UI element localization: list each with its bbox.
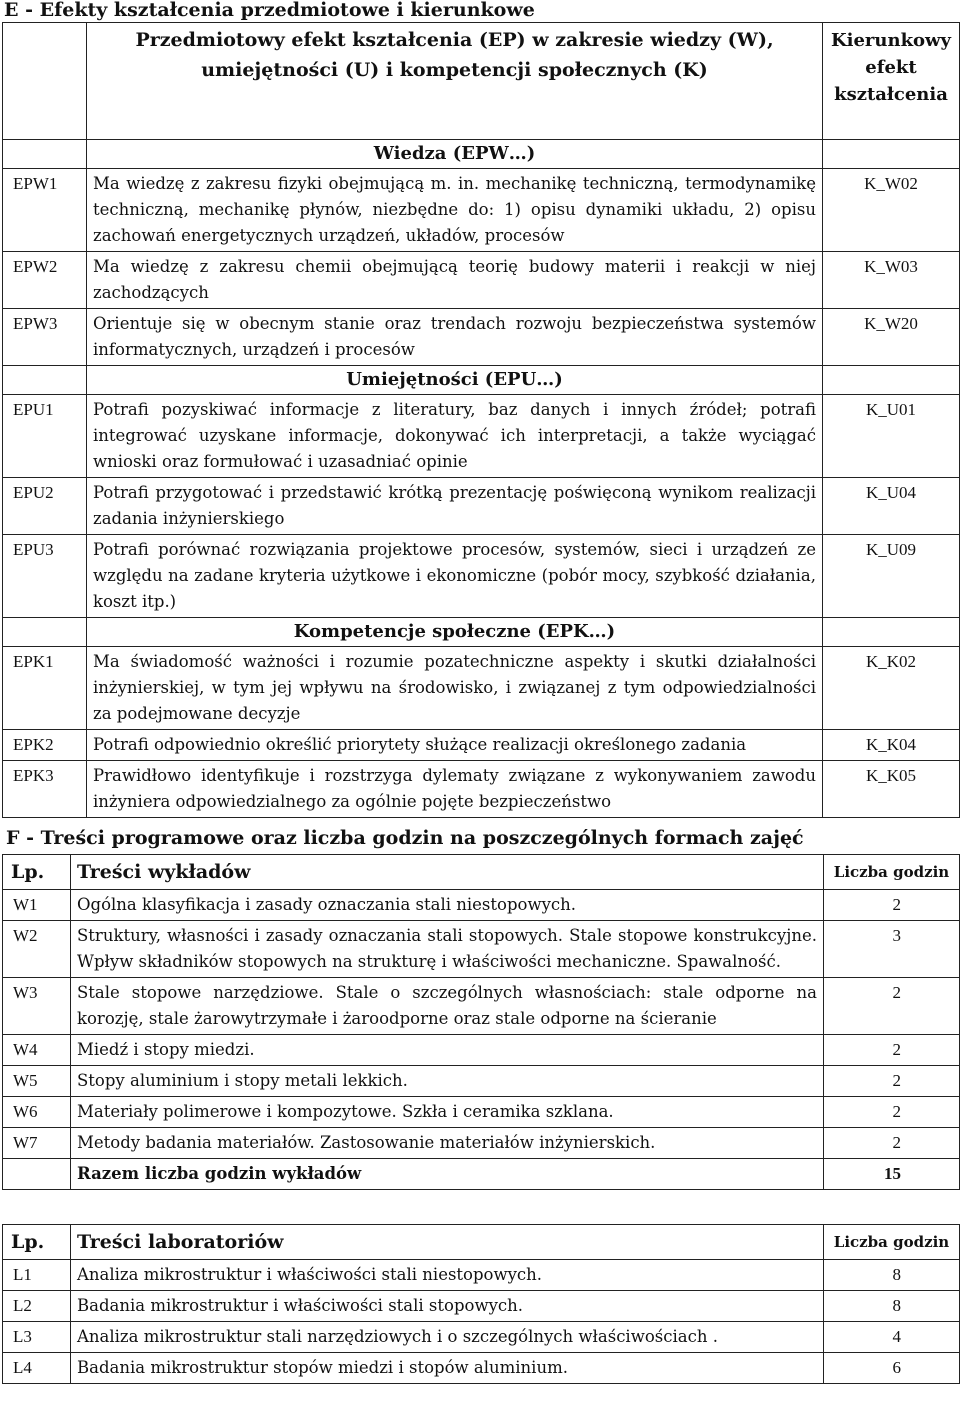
lab-content: Analiza mikrostruktur stali narzędziowych i o szczególnych właściwościach . xyxy=(71,1322,824,1353)
lecture-lp: W7 xyxy=(3,1128,71,1159)
group-code-cell xyxy=(3,140,87,169)
effect-row xyxy=(3,535,960,618)
lecture-lp: W3 xyxy=(3,978,71,1035)
header-code-cell xyxy=(3,23,87,140)
effect-desc: Orientuje się w obecnym stanie oraz trendach rozwoju bezpieczeństwa systemów informatycznych, urządzeń i procesów xyxy=(87,309,823,366)
lecture-lp: W5 xyxy=(3,1066,71,1097)
lecture-hours: 2 xyxy=(824,978,960,1035)
lecture-content: Stopy aluminium i stopy metali lekkich. xyxy=(71,1066,824,1097)
lab-hours: 6 xyxy=(824,1353,960,1384)
lecture-hours: 2 xyxy=(824,1128,960,1159)
lab-lp: L3 xyxy=(3,1322,71,1353)
effect-row xyxy=(3,169,960,252)
lecture-hours: 2 xyxy=(824,1097,960,1128)
lecture-hours: 2 xyxy=(824,1066,960,1097)
group-row-kompetencje xyxy=(3,618,960,647)
lecture-content: Miedź i stopy miedzi. xyxy=(71,1035,824,1066)
header-ep-line: umiejętności (U) i kompetencji społecznych (K) xyxy=(201,59,708,81)
effect-desc: Ma wiedzę z zakresu chemii obejmującą teorię budowy materii i reakcji w niej zachodzących xyxy=(87,252,823,309)
labs-col-hours: Liczba godzin xyxy=(824,1225,960,1260)
effect-code: EPW2 xyxy=(3,252,87,309)
lab-hours: 8 xyxy=(824,1291,960,1322)
effect-desc: Potrafi odpowiednio określić priorytety służące realizacji określonego zadania xyxy=(87,730,823,761)
effect-code: EPK3 xyxy=(3,761,87,818)
lectures-col-content: Treści wykładów xyxy=(71,855,824,890)
effect-kier: K_W03 xyxy=(823,252,960,309)
effect-row xyxy=(3,395,960,478)
effect-row xyxy=(3,478,960,535)
header-kier-line: kształcenia xyxy=(834,84,948,105)
labs-col-lp: Lp. xyxy=(3,1225,71,1260)
effect-code: EPW3 xyxy=(3,309,87,366)
effect-code: EPK1 xyxy=(3,647,87,730)
effect-desc: Potrafi pozyskiwać informacje z literatury, baz danych i innych źródeł; potrafi integrować uzyskane informacje, dokonywać ich interpretacji, a także wyciągać wnioski oraz formułować i uzasadniać opinie xyxy=(87,395,823,478)
lecture-content: Metody badania materiałów. Zastosowanie materiałów inżynierskich. xyxy=(71,1128,824,1159)
effect-desc: Potrafi porównać rozwiązania projektowe procesów, systemów, sieci i urządzeń ze względu na zadane kryteria użytkowe i ekonomiczne (pobór mocy, szybkość działania, koszt itp.) xyxy=(87,535,823,618)
effect-row xyxy=(3,252,960,309)
effect-kier: K_U09 xyxy=(823,535,960,618)
lecture-row xyxy=(3,1128,960,1159)
section-e-title: E - Efekty kształcenia przedmiotowe i kierunkowe xyxy=(4,0,535,21)
effect-code: EPW1 xyxy=(3,169,87,252)
effect-desc: Ma wiedzę z zakresu fizyki obejmującą m. in. mechanikę techniczną, termodynamikę techniczną, mechanikę płynów, niezbędne do: 1) opisu dynamiki układu, 2) opisu zachowań energetycznych urządzeń, układów, procesów xyxy=(87,169,823,252)
effect-kier: K_W02 xyxy=(823,169,960,252)
lecture-content: Materiały polimerowe i kompozytowe. Szkła i ceramika szklana. xyxy=(71,1097,824,1128)
group-kier-cell xyxy=(823,618,960,647)
lecture-content: Ogólna klasyfikacja i zasady oznaczania stali niestopowych. xyxy=(71,890,824,921)
lab-hours: 8 xyxy=(824,1260,960,1291)
header-kier-line: efekt xyxy=(865,57,917,78)
lecture-lp: W2 xyxy=(3,921,71,978)
group-row-wiedza xyxy=(3,140,960,169)
lectures-header-row xyxy=(3,855,960,890)
effect-code: EPU1 xyxy=(3,395,87,478)
effect-kier: K_U04 xyxy=(823,478,960,535)
effect-desc: Potrafi przygotować i przedstawić krótką prezentację poświęconą wynikom realizacji zadania inżynierskiego xyxy=(87,478,823,535)
lab-row xyxy=(3,1322,960,1353)
effect-kier: K_K04 xyxy=(823,730,960,761)
lecture-hours: 2 xyxy=(824,1035,960,1066)
lectures-col-lp: Lp. xyxy=(3,855,71,890)
lab-content: Badania mikrostruktur stopów miedzi i stopów aluminium. xyxy=(71,1353,824,1384)
effect-kier: K_K05 xyxy=(823,761,960,818)
lectures-col-hours: Liczba godzin xyxy=(824,855,960,890)
effects-header-row xyxy=(3,23,960,140)
group-kier-cell xyxy=(823,366,960,395)
labs-header-row xyxy=(3,1225,960,1260)
lecture-total-row xyxy=(3,1159,960,1190)
group-label: Kompetencje społeczne (EPK…) xyxy=(87,618,823,647)
lecture-lp: W4 xyxy=(3,1035,71,1066)
section-f-title: F - Treści programowe oraz liczba godzin na poszczególnych formach zajęć xyxy=(6,827,804,849)
lecture-row xyxy=(3,890,960,921)
group-code-cell xyxy=(3,366,87,395)
effect-code: EPU3 xyxy=(3,535,87,618)
effect-row xyxy=(3,730,960,761)
spacer xyxy=(2,1190,958,1224)
labs-col-content: Treści laboratoriów xyxy=(71,1225,824,1260)
header-kier-line: Kierunkowy xyxy=(830,30,952,51)
header-ep-line: Przedmiotowy efekt kształcenia (EP) w zakresie wiedzy (W), xyxy=(135,29,774,51)
lecture-content: Stale stopowe narzędziowe. Stale o szczególnych własnościach: stale odporne na korozję, stale żarowytrzymałe i żaroodporne oraz stale odporne na ścieranie xyxy=(71,978,824,1035)
header-kier-cell xyxy=(823,23,960,140)
effect-row xyxy=(3,761,960,818)
effect-code: EPK2 xyxy=(3,730,87,761)
effect-kier: K_K02 xyxy=(823,647,960,730)
lecture-row xyxy=(3,978,960,1035)
header-ep-cell xyxy=(87,23,823,140)
effect-kier: K_U01 xyxy=(823,395,960,478)
effects-table xyxy=(2,22,960,818)
lecture-content: Struktury, własności i zasady oznaczania stali stopowych. Stale stopowe konstrukcyjne. Wpływ składników stopowych na strukturę i właściwości mechaniczne. Spawalność. xyxy=(71,921,824,978)
lab-row xyxy=(3,1260,960,1291)
effect-desc: Ma świadomość ważności i rozumie pozatechniczne aspekty i skutki działalności inżynierskiej, w tym jej wpływu na środowisko, i związanej z tym odpowiedzialności za podejmowane decyzje xyxy=(87,647,823,730)
lab-hours: 4 xyxy=(824,1322,960,1353)
lab-lp: L1 xyxy=(3,1260,71,1291)
group-row-umiejetnosci xyxy=(3,366,960,395)
lecture-hours: 2 xyxy=(824,890,960,921)
lab-content: Analiza mikrostruktur i właściwości stali niestopowych. xyxy=(71,1260,824,1291)
lab-row xyxy=(3,1291,960,1322)
lecture-row xyxy=(3,1035,960,1066)
lecture-total-lp xyxy=(3,1159,71,1190)
lecture-row xyxy=(3,921,960,978)
group-kier-cell xyxy=(823,140,960,169)
group-label: Umiejętności (EPU…) xyxy=(87,366,823,395)
labs-table xyxy=(2,1224,960,1384)
effect-kier: K_W20 xyxy=(823,309,960,366)
effect-desc: Prawidłowo identyfikuje i rozstrzyga dylematy związane z wykonywaniem zawodu inżyniera odpowiedzialnego za ogólnie pojęte bezpieczeństwo xyxy=(87,761,823,818)
effect-code: EPU2 xyxy=(3,478,87,535)
effect-row xyxy=(3,309,960,366)
lecture-lp: W6 xyxy=(3,1097,71,1128)
lectures-table xyxy=(2,854,960,1190)
group-label: Wiedza (EPW…) xyxy=(87,140,823,169)
lecture-lp: W1 xyxy=(3,890,71,921)
effect-row xyxy=(3,647,960,730)
lecture-total-hours: 15 xyxy=(824,1159,960,1190)
lecture-hours: 3 xyxy=(824,921,960,978)
lecture-total-label: Razem liczba godzin wykładów xyxy=(71,1159,824,1190)
lab-row xyxy=(3,1353,960,1384)
lecture-row xyxy=(3,1097,960,1128)
lab-lp: L2 xyxy=(3,1291,71,1322)
group-code-cell xyxy=(3,618,87,647)
lab-lp: L4 xyxy=(3,1353,71,1384)
lecture-row xyxy=(3,1066,960,1097)
lab-content: Badania mikrostruktur i właściwości stali stopowych. xyxy=(71,1291,824,1322)
